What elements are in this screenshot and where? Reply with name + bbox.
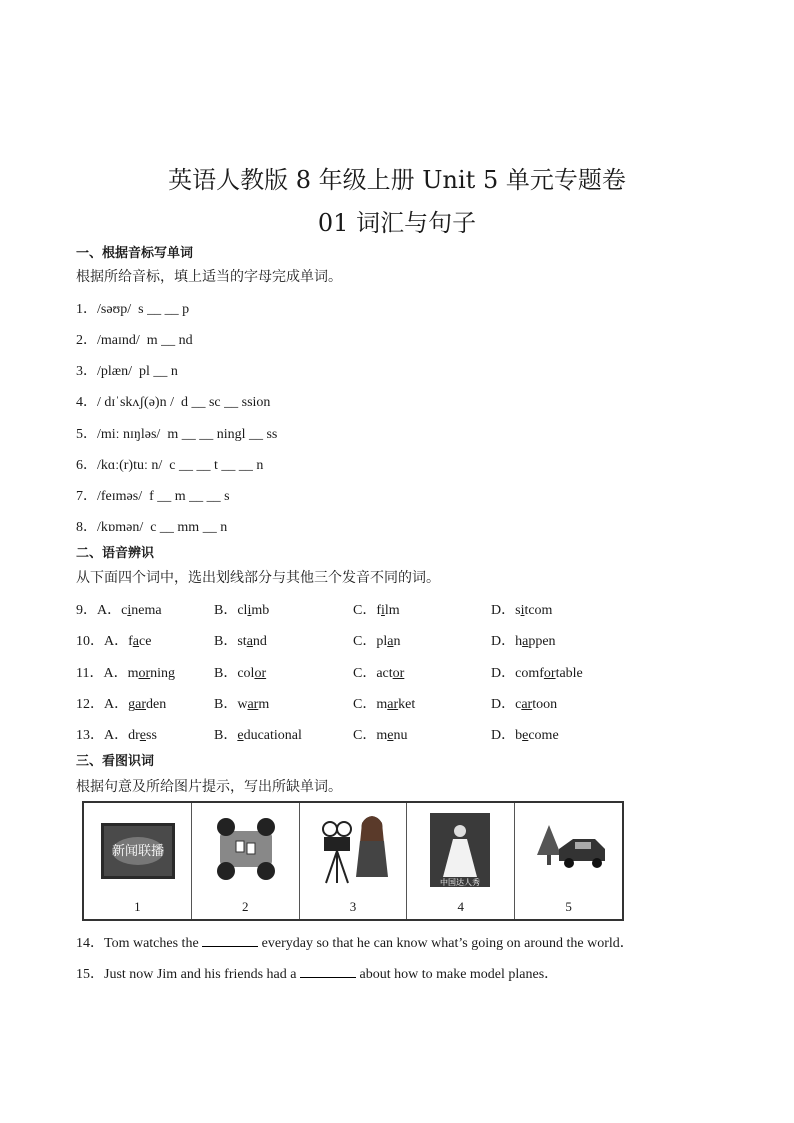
option-d: D．cartoon bbox=[491, 697, 558, 712]
question-row bbox=[76, 662, 676, 682]
option-d: D．comfortable bbox=[491, 666, 583, 681]
option-c: C．actor bbox=[353, 666, 405, 681]
section1-heading: 一、根据音标写单词 bbox=[76, 246, 194, 261]
picture-label: 1 bbox=[134, 899, 141, 914]
option-a: 9．A．cinema bbox=[76, 603, 162, 618]
option-c: C．menu bbox=[353, 728, 408, 743]
section2-instruction: 从下面四个词中，选出划线部分与其他三个发音不同的词。 bbox=[76, 570, 440, 586]
news-broadcast-image bbox=[84, 803, 191, 903]
question-14: 14．Tom watches the everyday so that he can know what’s going on around the world． bbox=[76, 936, 634, 951]
answer-blank[interactable] bbox=[300, 965, 356, 978]
option-d: D．happen bbox=[491, 634, 556, 649]
question-row bbox=[76, 599, 676, 619]
section2-heading: 二、语音辨识 bbox=[76, 546, 155, 561]
question-row bbox=[76, 693, 676, 713]
question-15: 15．Just now Jim and his friends had a about how to make model planes． bbox=[76, 967, 559, 982]
option-b: B．warm bbox=[214, 697, 270, 712]
phonetic-item: 6．/kɑː(r)tuː n/ c __ __ t __ __ n bbox=[76, 458, 264, 473]
movie-camera-director-image bbox=[300, 803, 407, 903]
picture-cell-4 bbox=[407, 803, 515, 919]
option-a: 11．A．morning bbox=[76, 666, 176, 681]
picture-cell-5 bbox=[515, 803, 622, 919]
option-b: B．climb bbox=[214, 603, 270, 618]
svg-text:中国达人秀: 中国达人秀 bbox=[440, 878, 481, 887]
phonetic-item: 3．/plæn/ pl __ n bbox=[76, 364, 178, 379]
section3-heading: 三、看图识词 bbox=[76, 754, 155, 769]
option-c: C．plan bbox=[353, 634, 401, 649]
phonetic-item: 1．/səʊp/ s __ __ p bbox=[76, 302, 190, 317]
car-accident-image bbox=[515, 803, 622, 903]
picture-label: 5 bbox=[565, 899, 572, 914]
section1-instruction: 根据所给音标，填上适当的字母完成单词。 bbox=[76, 269, 342, 285]
option-a: 12．A．garden bbox=[76, 697, 167, 712]
document-subtitle: 01 词汇与句子 bbox=[317, 209, 477, 237]
picture-cell-2 bbox=[192, 803, 300, 919]
option-c: C．market bbox=[353, 697, 416, 712]
phonetic-item: 4．/ dɪˈskʌʃ(ə)n / d __ sc __ ssion bbox=[76, 395, 271, 410]
document-title: 英语人教版 8 年级上册 Unit 5 单元专题卷 bbox=[168, 166, 626, 194]
answer-blank[interactable] bbox=[202, 934, 258, 947]
question-row bbox=[76, 724, 676, 744]
phonetic-item: 5．/miː nɪŋləs/ m __ __ ningl __ ss bbox=[76, 427, 278, 442]
picture-cell-3 bbox=[300, 803, 408, 919]
question-row bbox=[76, 630, 676, 650]
option-a: 10．A．face bbox=[76, 634, 152, 649]
talent-show-image bbox=[407, 803, 514, 903]
picture-label: 4 bbox=[457, 899, 465, 914]
phonetic-item: 2．/maɪnd/ m __ nd bbox=[76, 333, 193, 348]
picture-label: 3 bbox=[349, 899, 357, 914]
phonetic-item: 7．/feɪməs/ f __ m __ __ s bbox=[76, 489, 230, 504]
option-b: B．educational bbox=[214, 728, 302, 743]
option-d: D．become bbox=[491, 728, 559, 743]
option-c: C．film bbox=[353, 603, 400, 618]
option-d: D．sitcom bbox=[491, 603, 553, 618]
card-game-image bbox=[192, 803, 299, 903]
svg-text:新闻联播: 新闻联播 bbox=[111, 844, 165, 859]
picture-cell-1 bbox=[84, 803, 192, 919]
option-b: B．stand bbox=[214, 634, 267, 649]
picture-label: 2 bbox=[241, 899, 249, 914]
section3-instruction: 根据句意及所给图片提示，写出所缺单词。 bbox=[76, 779, 342, 795]
picture-table bbox=[82, 801, 624, 921]
option-a: 13．A．dress bbox=[76, 728, 157, 743]
phonetic-item: 8．/kɒmən/ c __ mm __ n bbox=[76, 520, 228, 535]
option-b: B．color bbox=[214, 666, 267, 681]
